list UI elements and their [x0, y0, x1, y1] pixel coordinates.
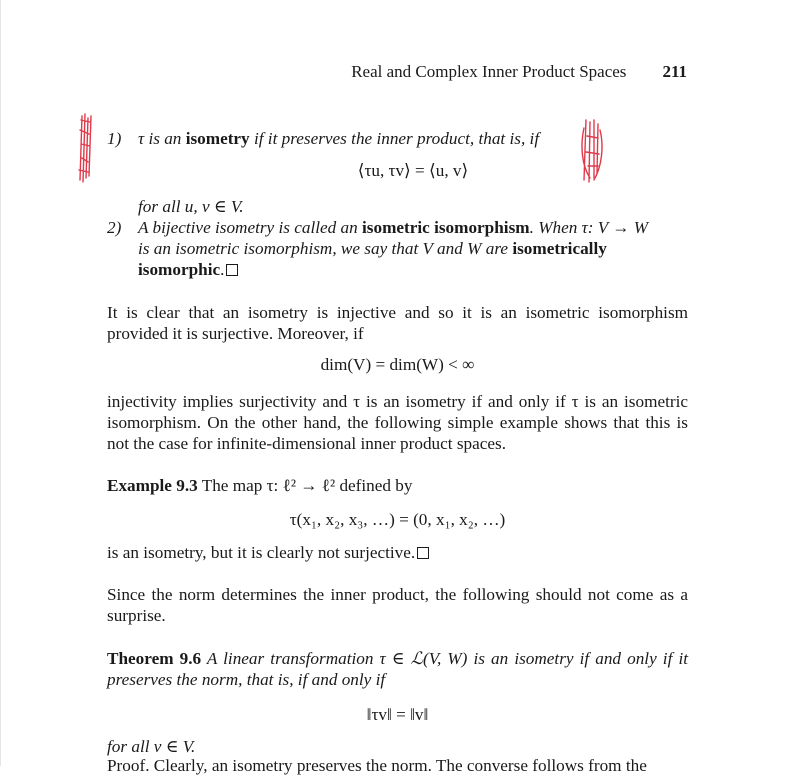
theorem-9-6: Theorem 9.6 A linear transformation τ ∈ ℒ(V, W) is an isometry if and only if it preserves the norm, that is, if and only if	[107, 649, 688, 689]
theorem-label: Theorem 9.6	[107, 649, 202, 668]
item-2-label: 2)	[107, 218, 122, 237]
term-isomorphic: isomorphic	[138, 260, 221, 279]
left-pen-scribble-icon	[76, 110, 98, 186]
paragraph-injectivity: injectivity implies surjectivity and τ is an isometry if and only if τ is an isometric isomorphism. On the other hand, the following simple example shows that this is not the case for infinite-dimensional inner product spaces.	[107, 392, 688, 453]
example-9-3: Example 9.3 The map τ: ℓ² → ℓ² defined by	[107, 476, 413, 495]
paragraph-norm: Since the norm determines the inner product, the following should not come as a surprise.	[107, 585, 688, 625]
theorem-forall: for all v ∈ V.	[107, 737, 196, 756]
term-isometrically: isometrically	[512, 239, 607, 258]
item-1-forall: for all u, v ∈ V.	[138, 197, 244, 216]
qed-box-icon	[417, 547, 429, 559]
item-2-text: A bijective isometry is called an isometric isomorphism. When τ: V → W is an isometric isomorphism, we say that V and W are isometrically isomorphic.	[138, 218, 649, 279]
paragraph-isometry-injective: It is clear that an isometry is injective and so it is an isometric isomorphism provided it is surjective. Moreover, if	[107, 303, 688, 343]
item-1-text: τ is an isometry if it preserves the inner product, that is, if	[138, 129, 540, 148]
running-title: Real and Complex Inner Product Spaces	[351, 62, 627, 81]
example-label: Example 9.3	[107, 476, 198, 495]
qed-box-icon	[226, 264, 238, 276]
page-number: 211	[662, 62, 687, 81]
term-isometric-isomorphism: isometric isomorphism	[362, 218, 530, 237]
equation-inner-product: ⟨τu, τv⟩ = ⟨u, v⟩	[357, 161, 469, 180]
equation-shift-map: τ(x₁, x₂, x₃, …) = (0, x₁, x₂, …)	[289, 510, 506, 529]
proof-cut-line: Proof. Clearly, an isometry preserves the norm. The converse follows from the	[107, 756, 647, 775]
page-edge	[0, 0, 1, 766]
equation-dim: dim(V) = dim(W) < ∞	[320, 355, 475, 374]
running-header	[351, 62, 687, 82]
term-isometry: isometry	[185, 129, 250, 148]
example-conclusion: is an isometry, but it is clearly not surjective.	[107, 542, 688, 563]
item-1-label: 1)	[107, 129, 122, 148]
equation-norm: ‖τv‖ = ‖v‖	[366, 705, 429, 724]
